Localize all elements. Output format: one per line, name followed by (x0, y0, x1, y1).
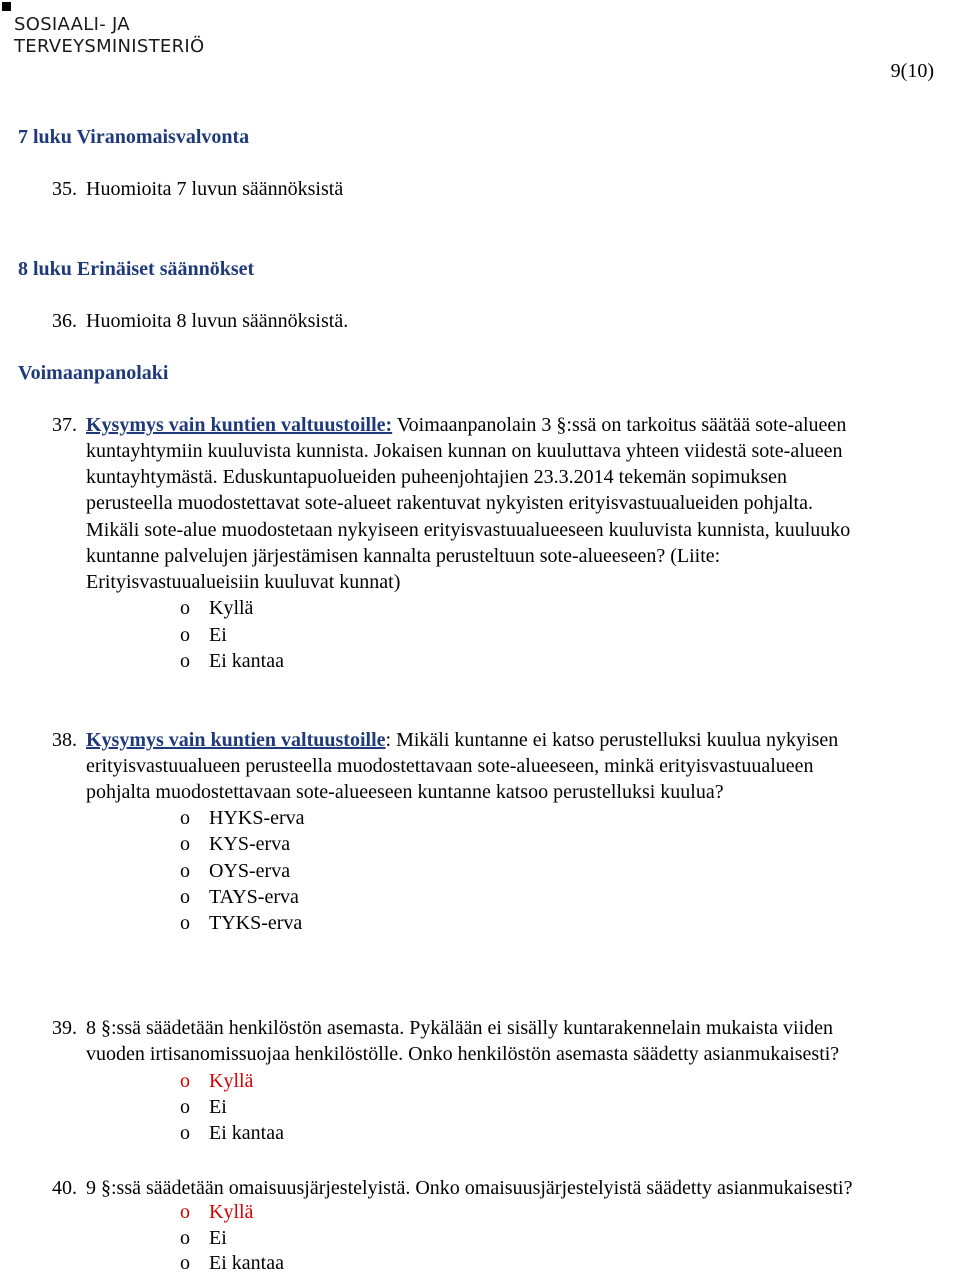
radio-bullet: o (180, 886, 190, 908)
q38-option-tyks[interactable] (180, 912, 302, 935)
q37-option-ei[interactable] (180, 624, 227, 647)
question-text: Voimaanpanolain 3 §:ssä on tarkoitus säätää sote-alueen (392, 414, 847, 436)
logo-text-line1: SOSIAALI- JA (14, 14, 130, 35)
question-number: 37. (52, 414, 77, 436)
question-35 (52, 178, 343, 201)
question-37-line7: Erityisvastuualueisiin kuuluvat kunnat) (86, 571, 401, 593)
option-label: KYS-erva (209, 833, 291, 855)
q40-option-kylla-selected[interactable] (180, 1201, 253, 1224)
radio-bullet: o (180, 1122, 190, 1144)
question-text: 8 §:ssä säädetään henkilöstön asemasta. Pykälään ei sisälly kuntarakennelain mukaista viiden (86, 1017, 834, 1039)
question-38-line2: erityisvastuualueen perusteella muodostettavaan sote-alueeseen, minkä erityisvastuualueen (86, 755, 814, 777)
q39-option-kylla-selected[interactable] (180, 1070, 253, 1093)
radio-bullet: o (180, 1096, 190, 1118)
radio-bullet: o (180, 624, 190, 646)
question-number: 40. (52, 1177, 77, 1199)
radio-bullet: o (180, 912, 190, 934)
page-number: 9(10) (890, 60, 934, 82)
question-number: 36. (52, 310, 77, 332)
option-label: Kyllä (209, 597, 254, 619)
q39-option-ei-kantaa[interactable] (180, 1122, 284, 1145)
question-40-line1 (52, 1177, 852, 1200)
chapter-7-heading: 7 luku Viranomaisvalvonta (18, 126, 250, 148)
question-text: Huomioita 7 luvun säännöksistä (86, 178, 344, 200)
q38-option-hyks[interactable] (180, 807, 305, 830)
option-label: Kyllä (209, 1201, 254, 1223)
question-37-line1 (52, 414, 846, 437)
option-label: Ei (209, 1227, 227, 1249)
question-36 (52, 310, 348, 333)
question-37-line2: kuntayhtymiin kuuluvista kunnista. Jokaisen kunnan on kuuluttava yhteen viidestä sote-alueen (86, 440, 843, 462)
option-label: TAYS-erva (209, 886, 299, 908)
question-number: 35. (52, 178, 77, 200)
q40-option-ei[interactable] (180, 1227, 227, 1250)
radio-bullet: o (180, 807, 190, 829)
option-label: Ei (209, 1096, 227, 1118)
logo-text-line2: TERVEYSMINISTERIÖ (14, 36, 205, 57)
option-label: Ei (209, 624, 227, 646)
q37-option-kylla[interactable] (180, 597, 253, 620)
question-text: 9 §:ssä säädetään omaisuusjärjestelyistä. Onko omaisuusjärjestelyistä säädetty asianmukaisesti? (86, 1177, 853, 1199)
question-text: : Mikäli kuntanne ei katso perustelluksi kuulua nykyisen (385, 729, 839, 751)
question-number: 38. (52, 729, 77, 751)
radio-bullet: o (180, 1070, 190, 1092)
q38-option-kys[interactable] (180, 833, 290, 856)
question-38-line1 (52, 729, 838, 752)
option-label: Ei kantaa (209, 650, 284, 672)
option-label: Kyllä (209, 1070, 254, 1092)
chapter-8-heading: 8 luku Erinäiset säännökset (18, 258, 255, 280)
radio-bullet: o (180, 597, 190, 619)
option-label: Ei kantaa (209, 1122, 284, 1144)
option-label: HYKS-erva (209, 807, 305, 829)
q38-option-oys[interactable] (180, 860, 290, 883)
option-label: Ei kantaa (209, 1252, 284, 1274)
question-37-line5: Mikäli sote-alue muodostetaan nykyiseen erityisvastuualueeseen kuuluvista kunnista, kuuluuko (86, 519, 851, 541)
radio-bullet: o (180, 833, 190, 855)
question-label: Kysymys vain kuntien valtuustoille: (86, 414, 393, 436)
radio-bullet: o (180, 860, 190, 882)
q38-option-tays[interactable] (180, 886, 299, 909)
logo-mark (2, 2, 11, 11)
radio-bullet: o (180, 1201, 190, 1223)
radio-bullet: o (180, 1227, 190, 1249)
question-39-line1 (52, 1017, 833, 1040)
question-38-line3: pohjalta muodostettavaan sote-alueeseen kuntanne katsoo perustelluksi kuulua? (86, 781, 724, 803)
q40-option-ei-kantaa[interactable] (180, 1252, 284, 1275)
option-label: TYKS-erva (209, 912, 303, 934)
question-number: 39. (52, 1017, 77, 1039)
question-37-line6: kuntanne palvelujen järjestämisen kannalta perusteltuun sote-alueeseen? (Liite: (86, 545, 721, 567)
question-39-line2: vuoden irtisanomissuojaa henkilöstölle. Onko henkilöstön asemasta säädetty asianmukaisesti? (86, 1043, 840, 1065)
radio-bullet: o (180, 650, 190, 672)
q37-option-ei-kantaa[interactable] (180, 650, 284, 673)
voimaanpanolaki-heading: Voimaanpanolaki (18, 362, 169, 384)
question-37-line3: kuntayhtymästä. Eduskuntapuolueiden puheenjohtajien 23.3.2014 tekemän sopimuksen (86, 466, 787, 488)
option-label: OYS-erva (209, 860, 291, 882)
question-text: Huomioita 8 luvun säännöksistä. (86, 310, 349, 332)
radio-bullet: o (180, 1252, 190, 1274)
question-label: Kysymys vain kuntien valtuustoille (86, 729, 386, 751)
question-37-line4: perusteella muodostettavat sote-alueet rakentuvat nykyisten erityisvastuualueiden pohjalta. (86, 492, 813, 514)
q39-option-ei[interactable] (180, 1096, 227, 1119)
